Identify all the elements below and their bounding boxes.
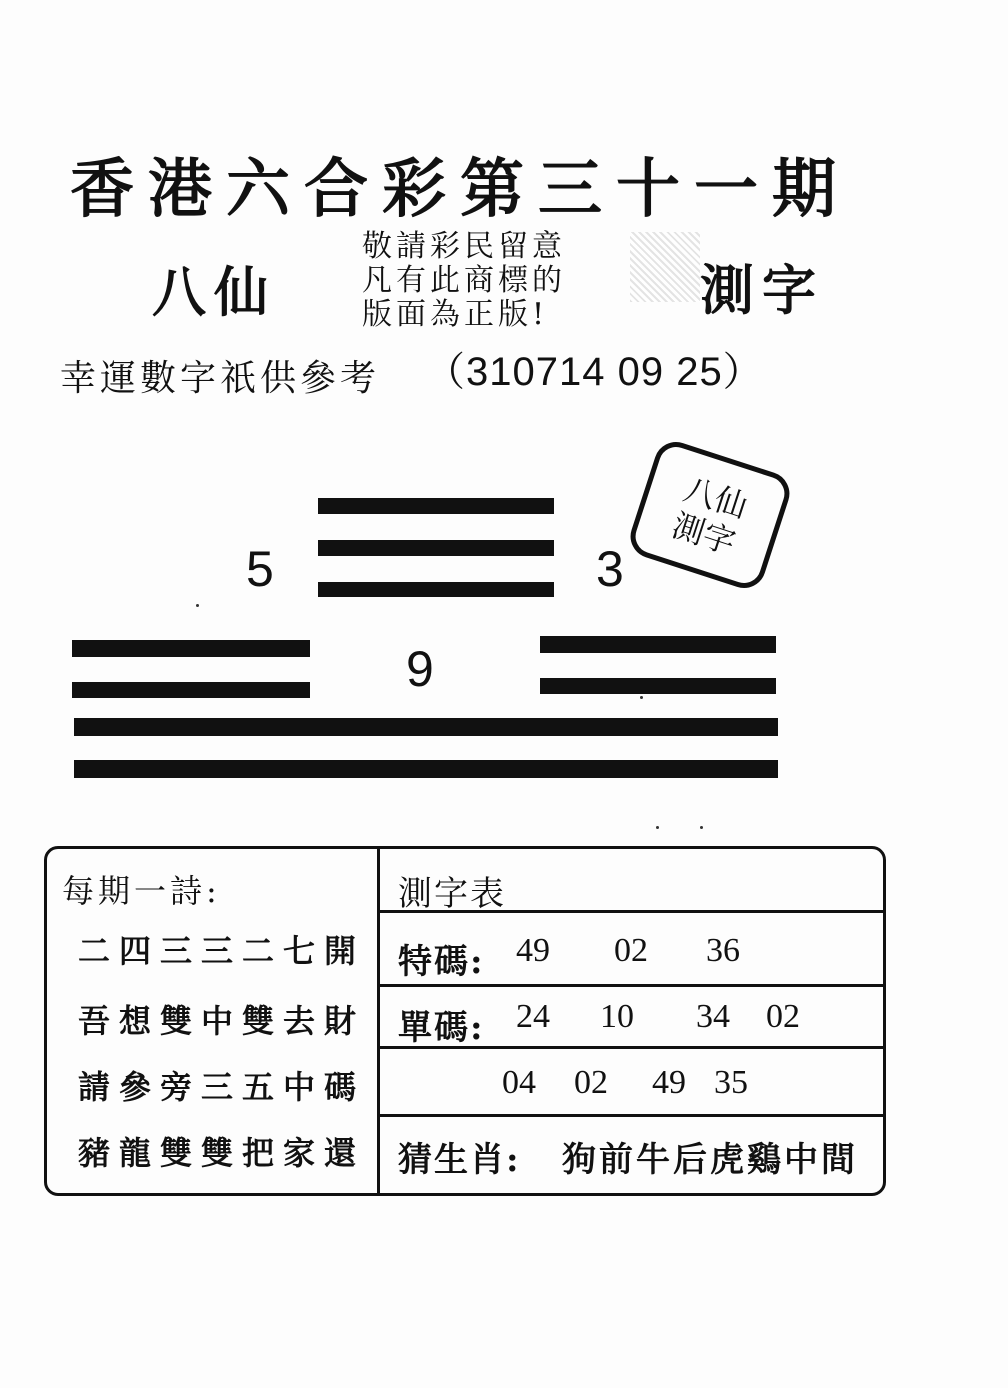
- notice-line-3: 版面為正版!: [362, 297, 549, 332]
- brand-stamp: [625, 436, 795, 593]
- single-num-4: 02: [766, 998, 800, 1035]
- trigram-left-bar-1: [72, 640, 310, 657]
- scan-speck: [196, 604, 199, 607]
- zodiac-value: 狗前牛后虎鷄中間: [562, 1140, 858, 1180]
- notice-line-1: 敬請彩民留意: [362, 229, 566, 264]
- brand-left: 八仙: [152, 260, 276, 324]
- poem-line-4: 豬龍雙雙把家還: [78, 1134, 366, 1172]
- lucky-label: 幸運數字祇供參考: [60, 358, 381, 399]
- trigram-long-bar-2: [74, 760, 778, 778]
- trigram-top-bar-1: [318, 498, 554, 514]
- notice-line-2: 凡有此商標的: [362, 263, 566, 298]
- scan-speck: [656, 826, 659, 829]
- single-num-7: 49: [652, 1064, 686, 1101]
- stamp-line-2: 測字: [667, 506, 741, 562]
- authenticity-notice: [362, 230, 566, 332]
- number-center: 9: [406, 641, 434, 697]
- trigram-right-bar-1: [540, 636, 776, 653]
- lucky-numbers: （310714 09 25）: [425, 350, 764, 394]
- special-num-2: 02: [614, 932, 648, 969]
- number-left: 5: [246, 541, 274, 597]
- poem-line-2: 吾想雙中雙去財: [78, 1002, 366, 1040]
- table-divider-2: [380, 984, 886, 987]
- scan-speck: [700, 826, 703, 829]
- number-right: 3: [596, 541, 624, 597]
- trigram-right-bar-2: [540, 678, 776, 694]
- logo-smudge: [630, 232, 700, 302]
- single-num-5: 04: [502, 1064, 536, 1101]
- special-code-label: 特碼:: [398, 942, 485, 982]
- poem-title: 每期一詩:: [62, 872, 221, 910]
- brand-right: 測字: [700, 258, 824, 322]
- scan-speck: [640, 696, 643, 699]
- single-num-1: 24: [516, 998, 550, 1035]
- single-code-label: 單碼:: [398, 1008, 485, 1048]
- single-num-2: 10: [600, 998, 634, 1035]
- trigram-left-bar-2: [72, 682, 310, 698]
- single-num-8: 35: [714, 1064, 748, 1101]
- single-num-3: 34: [696, 998, 730, 1035]
- table-divider-4: [380, 1114, 886, 1117]
- zodiac-label: 猜生肖:: [398, 1140, 521, 1180]
- page-title: 香港六合彩第三十一期: [70, 152, 850, 227]
- special-num-1: 49: [516, 932, 550, 969]
- trigram-long-bar-1: [74, 718, 778, 736]
- trigram-top-bar-3: [318, 582, 554, 597]
- stamp-line-1: 八仙: [679, 469, 752, 526]
- panel-divider-vertical: [377, 848, 380, 1194]
- single-num-6: 02: [574, 1064, 608, 1101]
- poem-line-3: 請參旁三五中碼: [78, 1068, 366, 1106]
- table-header: 測字表: [398, 874, 506, 914]
- trigram-top-bar-2: [318, 540, 554, 556]
- poem-line-1: 二四三三二七開: [78, 932, 366, 970]
- special-num-3: 36: [706, 932, 740, 969]
